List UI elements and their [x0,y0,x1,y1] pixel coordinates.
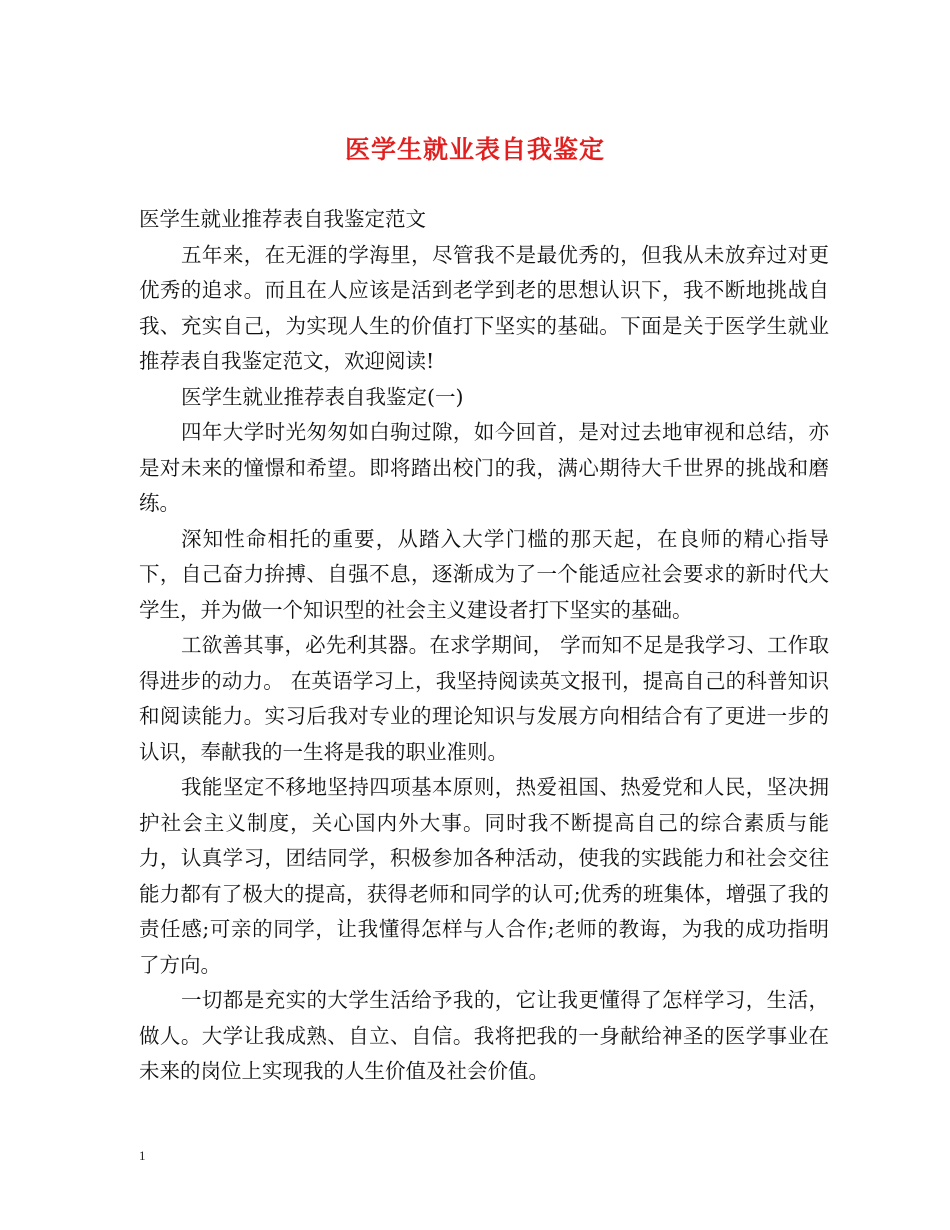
paragraph: 深知性命相托的重要，从踏入大学门槛的那天起，在良师的精心指导下，自己奋力拚搏、自强不息，逐渐成为了一个能适应社会要求的新时代大学生，并为做一个知识型的社会主义建设者打下坚实的基础。 [139,526,829,622]
paragraph: 五年来，在无涯的学海里，尽管我不是最优秀的，但我从未放弃过对更优秀的追求。而且在人应该是活到老学到老的思想认识下，我不断地挑战自我、充实自己，为实现人生的价值打下坚实的基础。下面是关于医学生就业推荐表自我鉴定范文，欢迎阅读! [139,242,829,373]
document-body [139,202,829,1090]
paragraph: 四年大学时光匆匆如白驹过隙，如今回首，是对过去地审视和总结，亦是对未来的憧憬和希望。即将踏出校门的我，满心期待大千世界的挑战和磨练。 [139,420,829,515]
paragraph: 一切都是充实的大学生活给予我的，它让我更懂得了怎样学习，生活，做人。大学让我成熟、自立、自信。我将把我的一身献给神圣的医学事业在未来的岗位上实现我的人生价值及社会价值。 [139,988,829,1083]
paragraph: 我能坚定不移地坚持四项基本原则，热爱祖国、热爱党和人民，坚决拥护社会主义制度，关心国内外大事。同时我不断提高自己的综合素质与能力，认真学习，团结同学，积极参加各种活动，使我的实践能力和社会交往能力都有了极大的提高，获得老师和同学的认可;优秀的班集体，增强了我的责任感;可亲的同学，让我懂得怎样与人合作;老师的教诲，为我的成功指明了方向。 [139,775,829,977]
section-heading: 医学生就业推荐表自我鉴定(一) [181,384,464,409]
document-title: 医学生就业表自我鉴定 [344,135,605,164]
paragraph: 工欲善其事，必先利其器。在求学期间， 学而知不足是我学习、工作取得进步的动力。 在英语学习上，我坚持阅读英文报刊，提高自己的科普知识和阅读能力。实习后我对专业的理论知识与发展方向相结合有了更进一步的认识，奉献我的一生将是我的职业准则。 [139,633,829,764]
paragraph: 医学生就业推荐表自我鉴定范文 [139,207,426,231]
page-number: 1 [139,1148,146,1163]
